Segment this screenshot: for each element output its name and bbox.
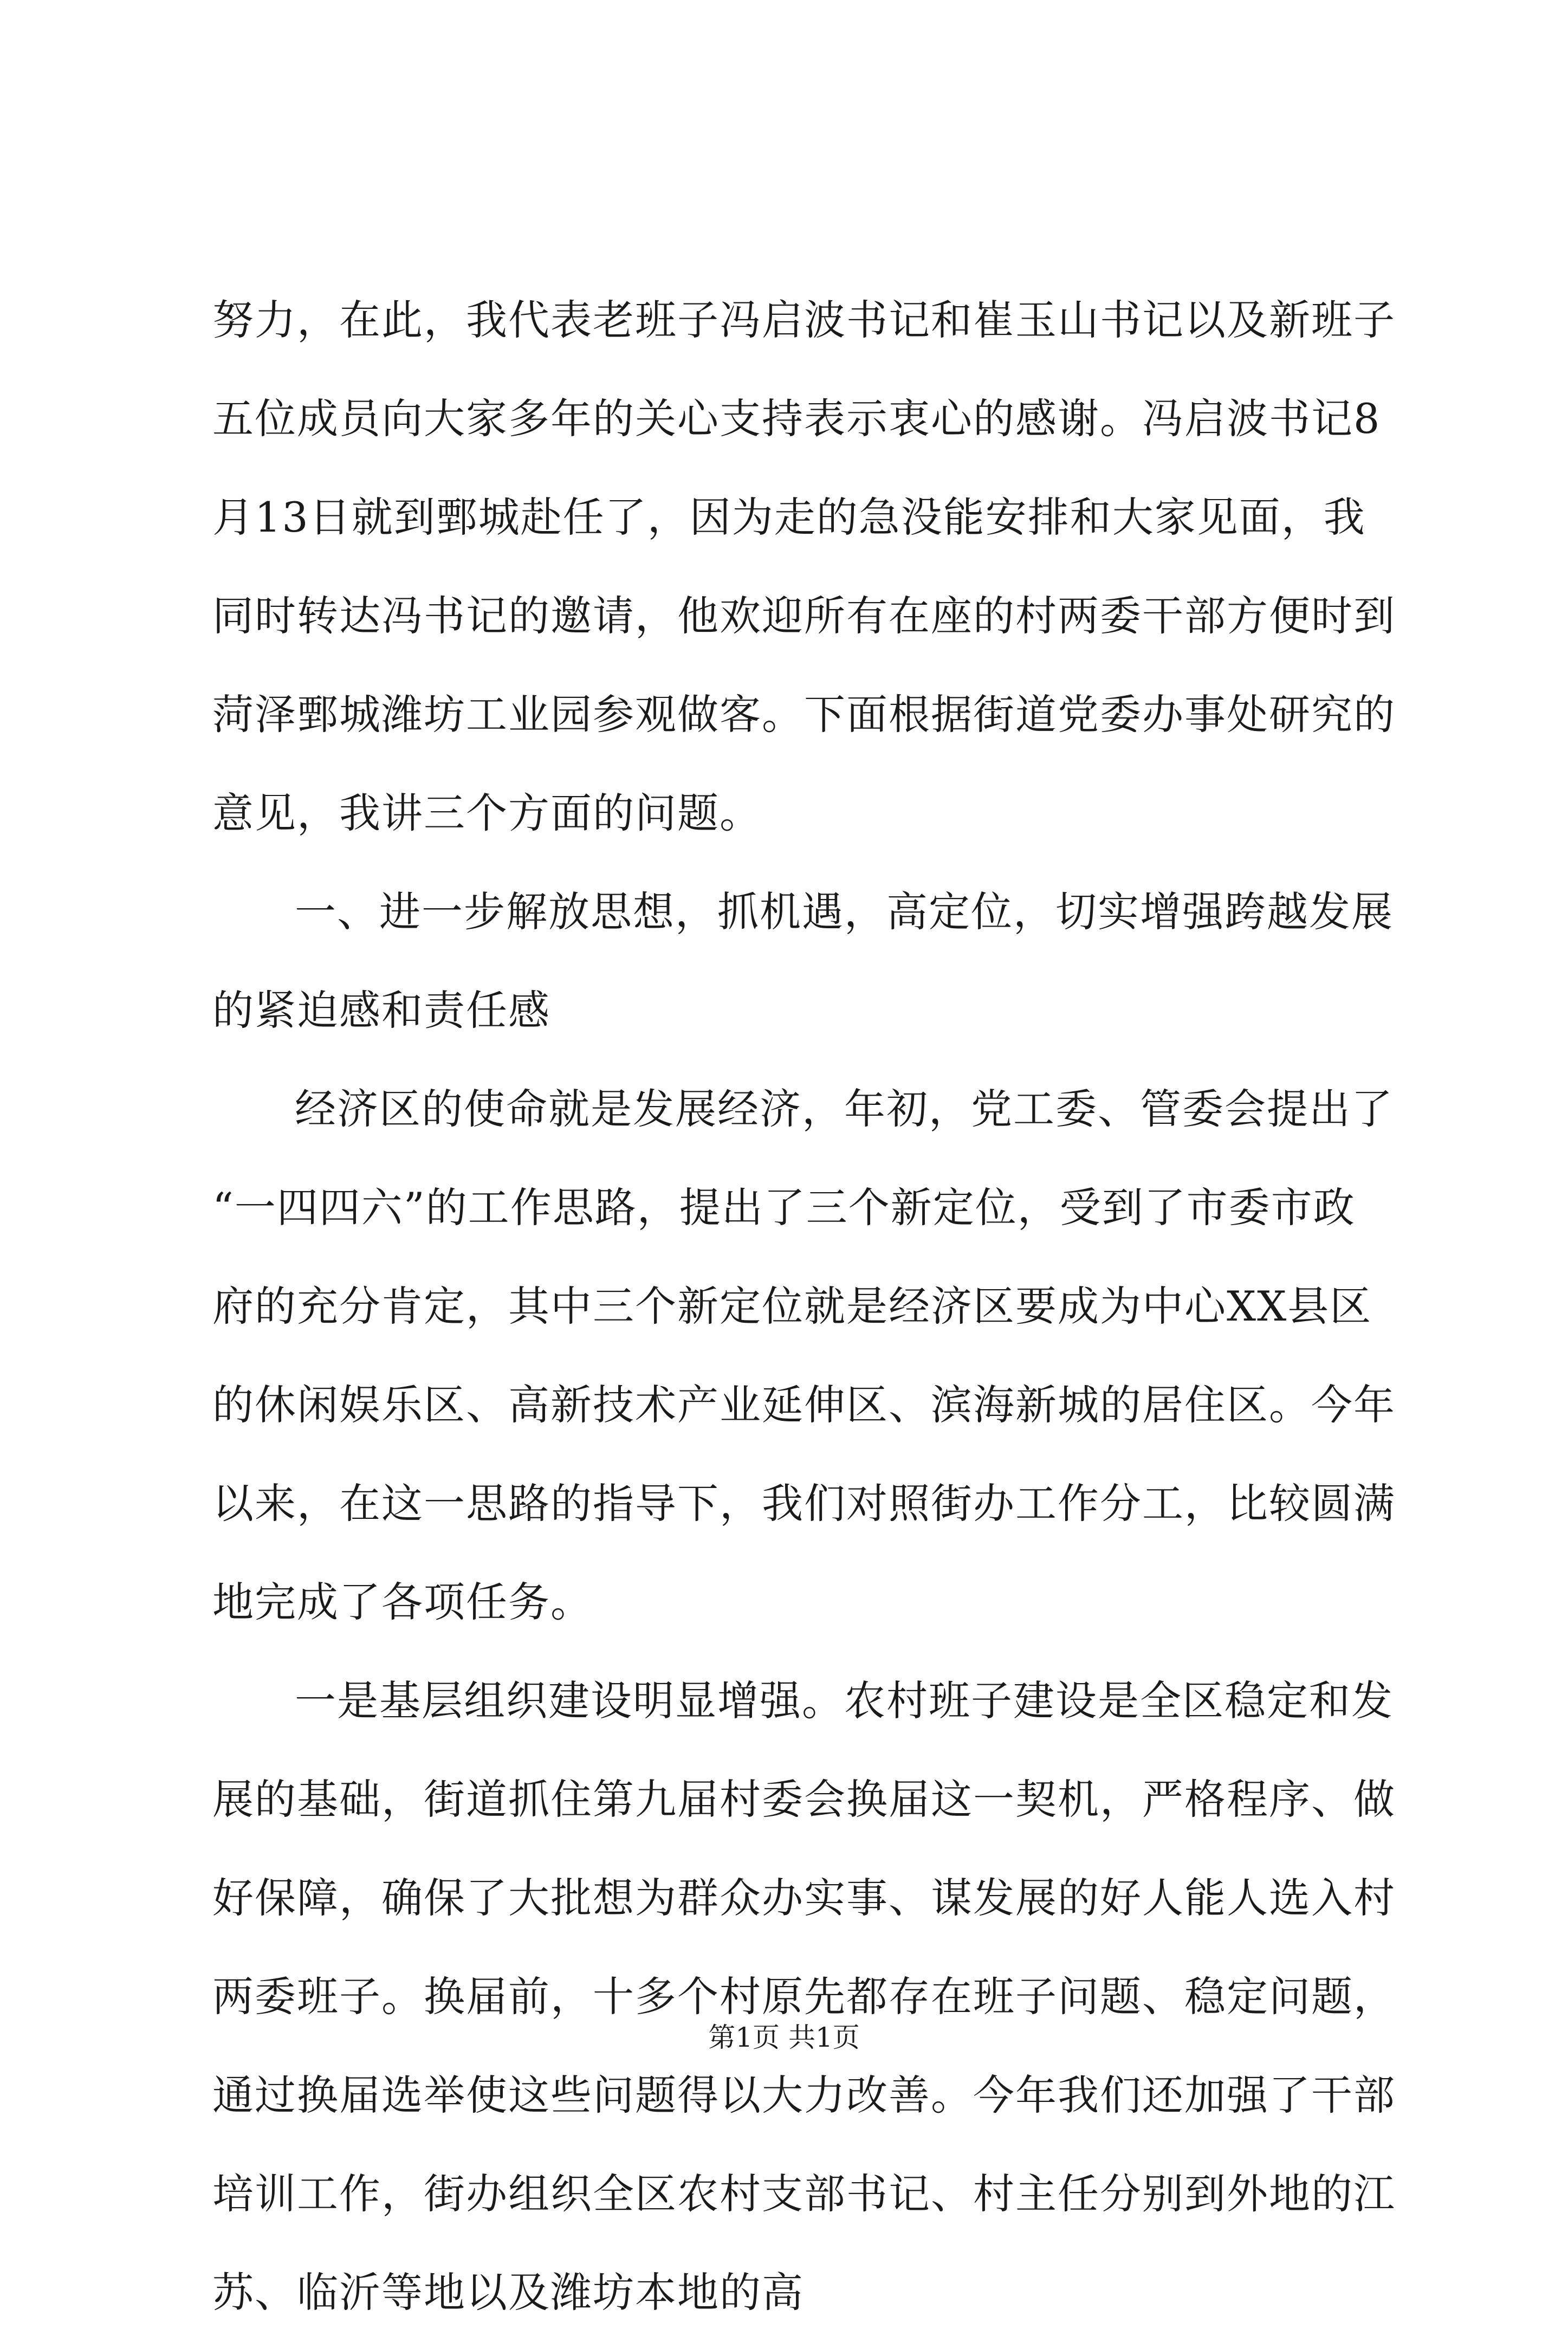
text-line: 的休闲娱乐区、高新技术产业延伸区、滨海新城的居住区。今年 <box>212 1381 1396 1429</box>
text-line: 一是基层组织建设明显增强。农村班子建设是全区稳定和发 <box>295 1677 1394 1725</box>
text-line: 努力，在此，我代表老班子冯启波书记和崔玉山书记以及新班子 <box>212 296 1396 344</box>
text-line: 通过换届选举使这些问题得以大力改善。今年我们还加强了干部 <box>212 2071 1396 2119</box>
text-line: 地完成了各项任务。 <box>212 1578 593 1626</box>
text-line: 月13日就到鄄城赴任了，因为走的急没能安排和大家见面，我 <box>212 493 1366 541</box>
text-line: 好保障，确保了大批想为群众办实事、谋发展的好人能人选入村 <box>212 1874 1396 1922</box>
text-line: 意见，我讲三个方面的问题。 <box>212 789 762 837</box>
page-number-label: 第1页 共1页 <box>708 2022 860 2053</box>
text-line: 以来，在这一思路的指导下，我们对照街办工作分工，比较圆满 <box>212 1479 1396 1528</box>
text-line: 两委班子。换届前，十多个村原先都存在班子问题、稳定问题， <box>212 1972 1396 2021</box>
text-line: 五位成员向大家多年的关心支持表示衷心的感谢。冯启波书记8 <box>212 394 1381 443</box>
text-line: “一四四六”的工作思路，提出了三个新定位，受到了市委市政 <box>212 1183 1356 1232</box>
text-line: 菏泽鄄城潍坊工业园参观做客。下面根据街道党委办事处研究的 <box>212 690 1396 739</box>
section-heading-line: 的紧迫感和责任感 <box>212 986 550 1034</box>
text-line: 展的基础，街道抓住第九届村委会换届这一契机，严格程序、做 <box>212 1775 1396 1823</box>
text-line: 同时转达冯书记的邀请，他欢迎所有在座的村两委干部方便时到 <box>212 592 1396 640</box>
section-heading-line: 一、进一步解放思想，抓机遇，高定位，切实增强跨越发展 <box>295 888 1394 936</box>
text-line: 经济区的使命就是发展经济，年初，党工委、管委会提出了 <box>295 1085 1394 1133</box>
text-line: 培训工作，街办组织全区农村支部书记、村主任分别到外地的江 <box>212 2170 1396 2218</box>
text-line: 府的充分肯定，其中三个新定位就是经济区要成为中心XX县区 <box>212 1282 1372 1330</box>
text-line: 苏、临沂等地以及潍坊本地的高 <box>212 2268 804 2317</box>
page-footer <box>0 2016 1568 2055</box>
